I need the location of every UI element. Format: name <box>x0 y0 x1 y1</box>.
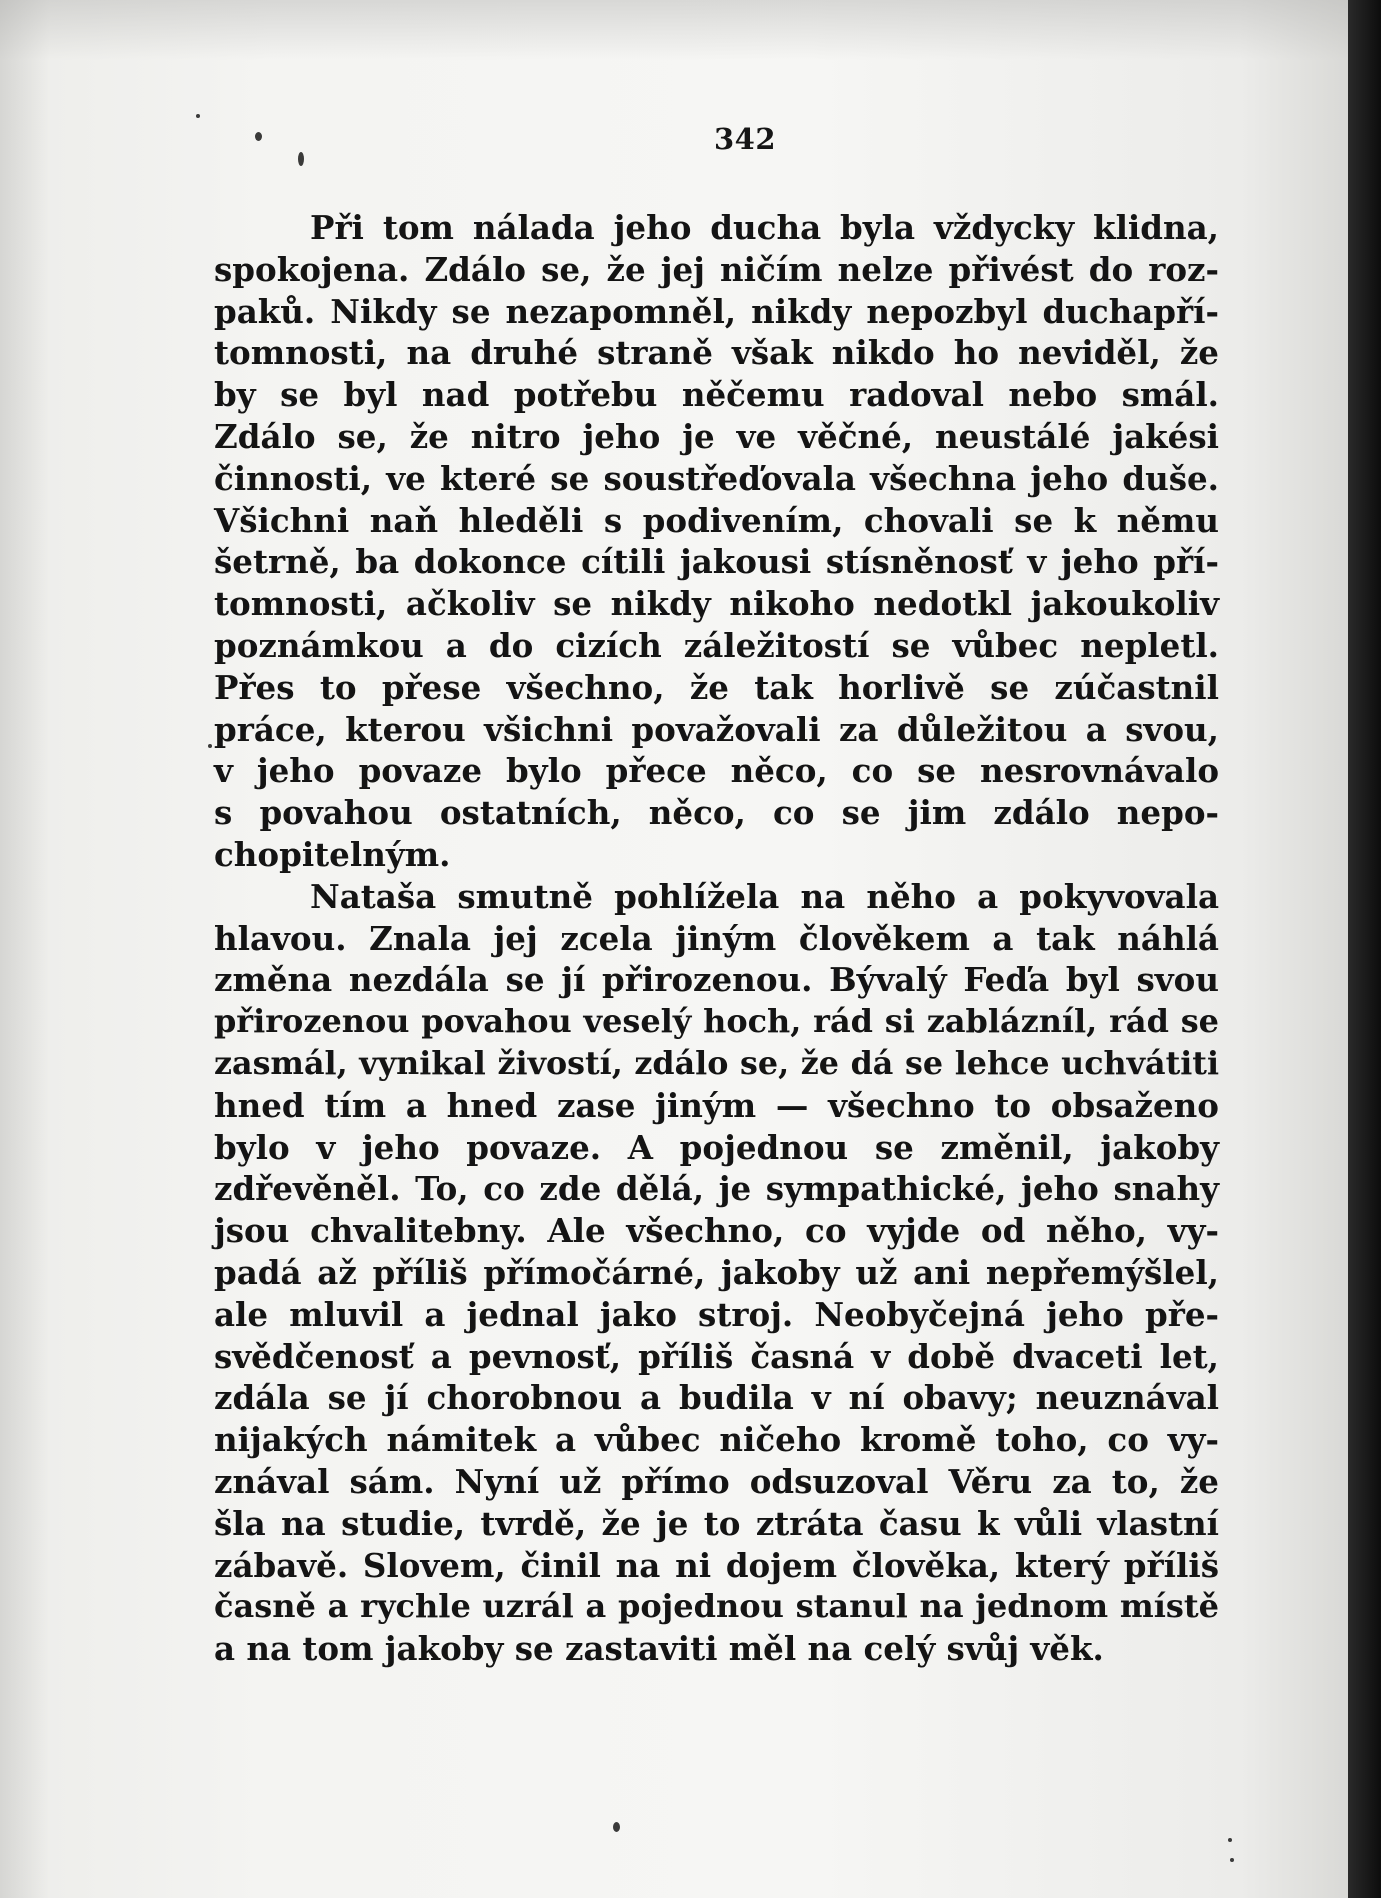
text-line: šetrně, ba dokonce cítili jakousi stísněnosť v jeho pří- <box>214 542 1219 582</box>
text-line: nijakých námitek a vůbec ničeho kromě toho, co vy- <box>214 1420 1219 1460</box>
text-line: tomnosti, ačkoliv se nikdy nikoho nedotkl jakoukoliv <box>214 584 1219 624</box>
ink-speck <box>613 1822 620 1832</box>
text-line: časně a rychle uzrál a pojednou stanul na jednom místě <box>214 1587 1219 1626</box>
text-line: zábavě. Slovem, činil na ni dojem člověka, který příliš <box>214 1545 1219 1585</box>
text-line: s povahou ostatních, něco, co se jim zdálo nepo- <box>214 793 1219 833</box>
body-text <box>214 207 1219 1670</box>
scan-edge <box>1348 0 1381 1898</box>
text-line: Přes to přese všechno, že tak horlivě se zúčastnil <box>214 667 1219 707</box>
text-line: Všichni naň hleděli s podivením, chovali se k němu <box>214 500 1219 540</box>
ink-speck <box>208 744 212 748</box>
text-line: zasmál, vynikal živostí, zdálo se, že dá se lehce uchvátiti <box>214 1044 1219 1082</box>
text-line: paků. Nikdy se nezapomněl, nikdy nepozbyl duchapří- <box>214 291 1219 331</box>
text-line: hlavou. Znala jej zcela jiným člověkem a tak náhlá <box>214 918 1219 958</box>
ink-speck <box>196 114 200 118</box>
text-line: chopitelným. <box>214 834 451 874</box>
text-line: tomnosti, na druhé straně však nikdo ho neviděl, že <box>214 333 1219 373</box>
text-line: jsou chvalitebny. Ale všechno, co vyjde od něho, vy- <box>214 1211 1219 1251</box>
text-line: šla na studie, tvrdě, že je to ztráta času k vůli vlastní <box>214 1503 1219 1543</box>
text-line: činnosti, ve které se soustřeďovala všechna jeho duše. <box>214 458 1219 498</box>
text-line: Zdálo se, že nitro jeho je ve věčné, neustálé jakési <box>214 416 1219 456</box>
text-line: spokojena. Zdálo se, že jej ničím nelze přivést do roz- <box>214 249 1219 289</box>
ink-speck <box>1228 1838 1232 1842</box>
text-line: padá až příliš přímočárné, jakoby už ani nepřemýšlel, <box>214 1252 1219 1292</box>
page-number: 342 <box>713 122 777 156</box>
text-line: svědčenosť a pevnosť, příliš časná v době dvaceti let, <box>214 1336 1219 1376</box>
text-line: ale mluvil a jednal jako stroj. Neobyčejná jeho pře- <box>214 1294 1219 1334</box>
text-line: a na tom jakoby se zastaviti měl na celý svůj věk. <box>214 1629 1104 1669</box>
text-line: Při tom nálada jeho ducha byla vždycky klidna, <box>310 208 1219 247</box>
text-line: by se byl nad potřebu něčemu radoval nebo smál. <box>214 375 1219 415</box>
text-line: poznámkou a do cizích záležitostí se vůbec nepletl. <box>214 625 1219 665</box>
text-line: Nataša smutně pohlížela na něho a pokyvovala <box>310 876 1219 916</box>
text-line: zdřevěněl. To, co zde dělá, je sympathické, jeho snahy <box>214 1169 1219 1209</box>
text-line: změna nezdála se jí přirozenou. Bývalý Feďa byl svou <box>214 960 1219 1000</box>
text-line: práce, kterou všichni považovali za důležitou a svou, <box>214 709 1219 749</box>
text-line: zdála se jí chorobnou a budila v ní obavy; neuznával <box>214 1378 1219 1418</box>
text-line: v jeho povaze bylo přece něco, co se nesrovnávalo <box>214 751 1219 791</box>
text-line: hned tím a hned zase jiným — všechno to obsaženo <box>214 1085 1219 1125</box>
text-line: přirozenou povahou veselý hoch, rád si zablázníl, rád se <box>214 1002 1219 1041</box>
text-line: bylo v jeho povaze. A pojednou se změnil, jakoby <box>214 1127 1219 1167</box>
ink-speck <box>1230 1858 1234 1862</box>
text-line: znával sám. Nyní už přímo odsuzoval Věru za to, že <box>214 1461 1219 1501</box>
